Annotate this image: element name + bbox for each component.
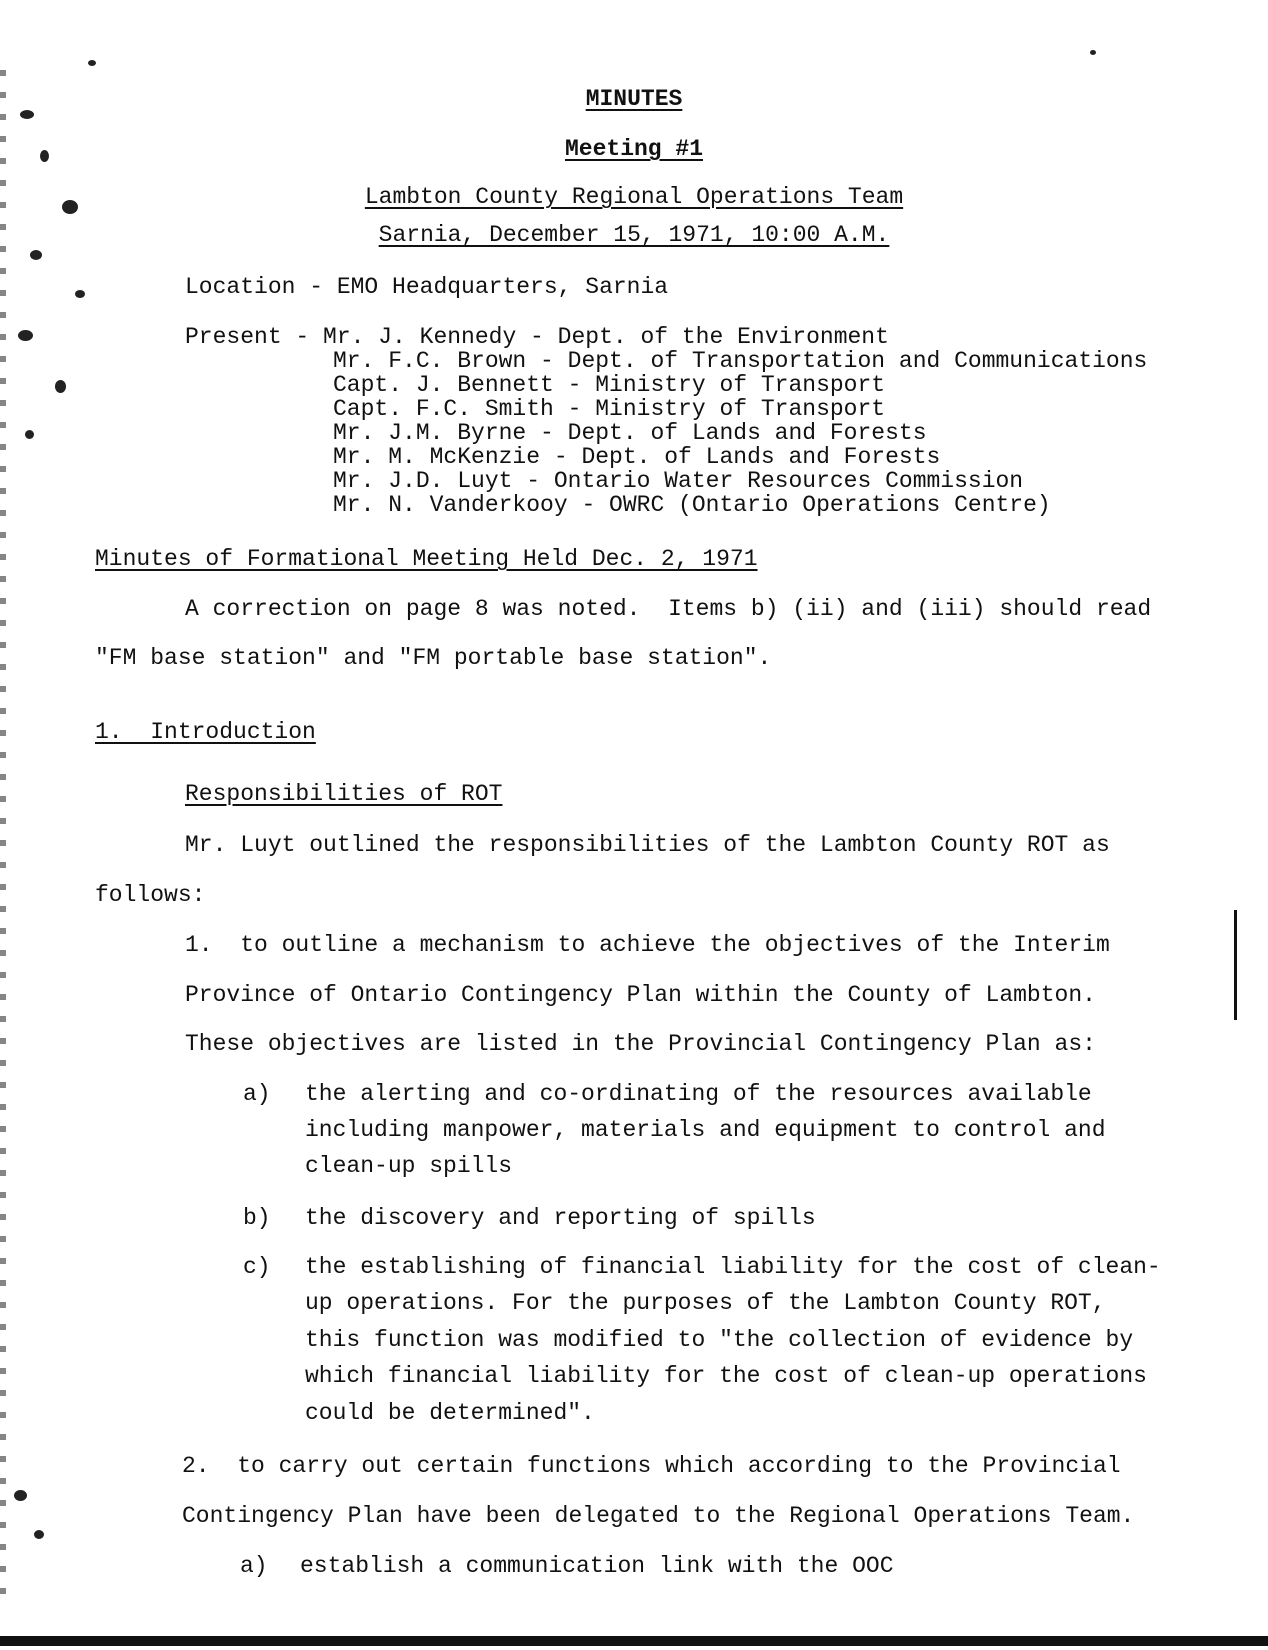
scan-edge-left: [0, 70, 6, 1610]
team-name: Lambton County Regional Operations Team: [364, 184, 904, 210]
formational-text: "FM base station" and "FM portable base station".: [95, 645, 772, 671]
list-item-text: These objectives are listed in the Provincial Contingency Plan as:: [185, 1031, 1096, 1057]
sub-item-text: this function was modified to "the collection of evidence by: [305, 1327, 1134, 1353]
sub-item-text: up operations. For the purposes of the Lambton County ROT,: [305, 1290, 1106, 1316]
scan-speck: [75, 290, 85, 298]
sub-item-text: the establishing of financial liability for the cost of clean-: [305, 1254, 1161, 1280]
sub-item-text: including manpower, materials and equipment to control and: [305, 1117, 1106, 1143]
scan-bottom-bar: [0, 1636, 1268, 1646]
meeting-number: Meeting #1: [564, 136, 704, 162]
sub-item-text: the discovery and reporting of spills: [305, 1205, 816, 1231]
scan-speck: [25, 430, 34, 439]
sub-item-text: which financial liability for the cost of clean-up operations: [305, 1363, 1147, 1389]
location-line: Location - EMO Headquarters, Sarnia: [185, 274, 669, 300]
sub-item-text: establish a communication link with the OOC: [300, 1553, 894, 1579]
present-line: Mr. F.C. Brown - Dept. of Transportation and Communications: [333, 348, 1148, 374]
scan-speck: [14, 1490, 27, 1501]
scan-speck: [88, 60, 96, 66]
scan-speck: [34, 1530, 44, 1539]
scan-speck: [30, 250, 42, 260]
scan-speck: [18, 330, 33, 341]
list-item-text: Contingency Plan have been delegated to the Regional Operations Team.: [182, 1503, 1135, 1529]
sub-item-label: b): [243, 1205, 271, 1231]
section-heading: 1. Introduction: [95, 719, 316, 745]
present-line: Present - Mr. J. Kennedy - Dept. of the Environment: [185, 324, 889, 350]
list-item-text: 1. to outline a mechanism to achieve the objectives of the Interim: [185, 932, 1110, 958]
sub-item-text: clean-up spills: [305, 1153, 513, 1179]
scan-speck: [20, 110, 34, 119]
list-item-text: 2. to carry out certain functions which according to the Provincial: [182, 1453, 1121, 1479]
scan-speck: [1090, 50, 1096, 55]
sub-item-text: the alerting and co-ordinating of the resources available: [305, 1081, 1092, 1107]
list-item-text: Province of Ontario Contingency Plan within the County of Lambton.: [185, 982, 1096, 1008]
present-line: Mr. M. McKenzie - Dept. of Lands and Forests: [333, 444, 941, 470]
present-line: Capt. J. Bennett - Ministry of Transport: [333, 372, 886, 398]
sub-item-text: could be determined".: [305, 1400, 595, 1426]
page-title: MINUTES: [585, 86, 683, 112]
scan-speck: [55, 380, 66, 393]
present-line: Mr. N. Vanderkooy - OWRC (Ontario Operations Centre): [333, 492, 1051, 518]
scan-right-mark: [1234, 910, 1237, 1020]
sub-item-label: a): [240, 1553, 268, 1579]
subsection-heading: Responsibilities of ROT: [185, 781, 503, 807]
formational-heading: Minutes of Formational Meeting Held Dec. 2, 1971: [95, 546, 758, 572]
sub-item-label: a): [243, 1081, 271, 1107]
place-date: Sarnia, December 15, 1971, 10:00 A.M.: [378, 222, 890, 248]
paragraph-text: Mr. Luyt outlined the responsibilities of the Lambton County ROT as: [185, 832, 1110, 858]
sub-item-label: c): [243, 1254, 271, 1280]
present-line: Mr. J.M. Byrne - Dept. of Lands and Forests: [333, 420, 927, 446]
paragraph-text: follows:: [95, 882, 206, 908]
present-line: Mr. J.D. Luyt - Ontario Water Resources Commission: [333, 468, 1024, 494]
present-line: Capt. F.C. Smith - Ministry of Transport: [333, 396, 886, 422]
formational-text: A correction on page 8 was noted. Items b) (ii) and (iii) should read: [185, 596, 1152, 622]
